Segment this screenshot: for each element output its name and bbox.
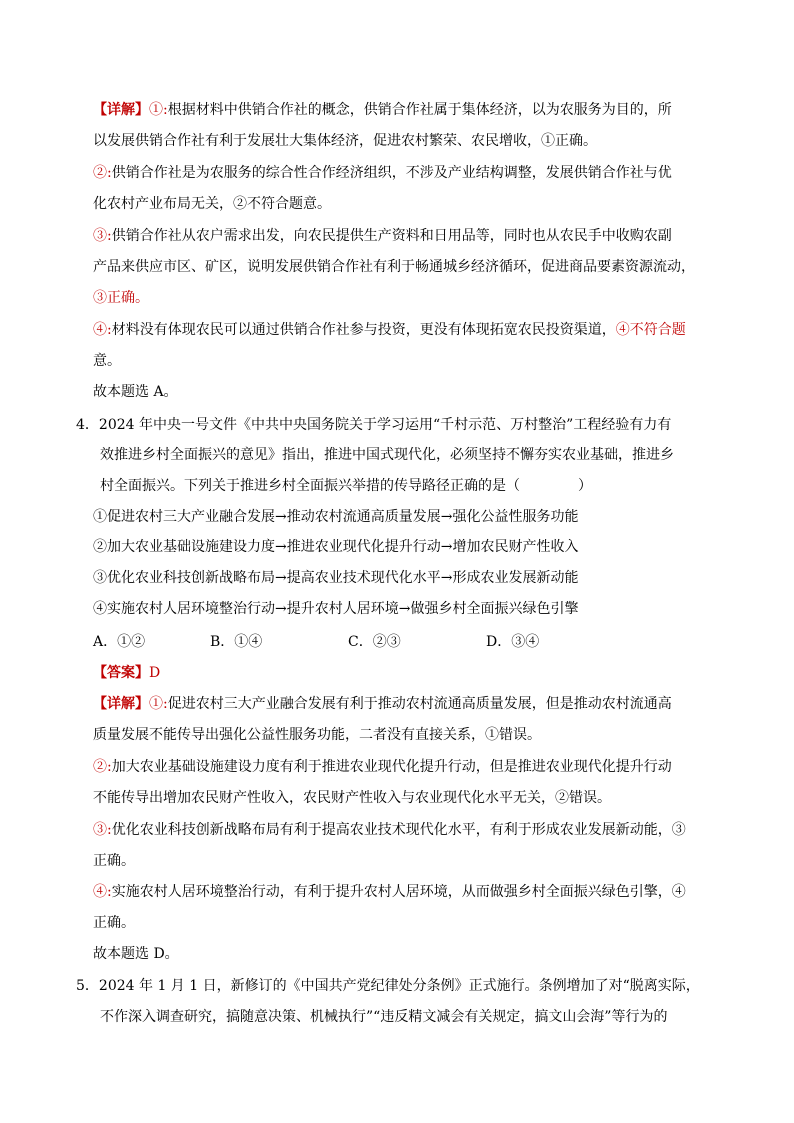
text: 优化农业科技创新战略布局有利于提高农业技术现代化水平，有利于形成农业发展新动能，③ <box>111 822 686 838</box>
q4-item-2 <box>93 537 578 557</box>
text: ②加大农业基础设施建设力度→推进农业现代化提升行动→增加农民财产性收入 <box>93 539 579 555</box>
option-b <box>210 632 262 652</box>
q4-explain-line-2 <box>93 725 541 745</box>
answer-tag: 【答案】 <box>93 665 149 681</box>
text: 2024 年 1 月 1 日，新修订的《中国共产党纪律处分条例》正式施行。条例增加了对“脱离实际， <box>98 978 700 994</box>
q3-explain-line-5 <box>93 226 672 246</box>
text: ④实施农村人居环境整治行动→提升农村人居环境→做强乡村全面振兴绿色引擎 <box>93 601 579 617</box>
question-number: 4． <box>76 417 99 433</box>
text: 村全面振兴。下列关于推进乡村全面振兴举措的传导路径正确的是（ <box>100 478 520 494</box>
q5-stem-line-2 <box>100 1007 667 1027</box>
option-c <box>348 632 401 652</box>
text: 供销合作社是为农服务的综合性合作经济组织，不涉及产业结构调整，发展供销合作社与优 <box>111 165 672 181</box>
text: 供销合作社从农户需求出发，向农民提供生产资料和日用品等，同时也从农民手中收购农副 <box>111 228 672 244</box>
mark: ①: <box>149 102 168 118</box>
text: 促进农村三大产业融合发展有利于推动农村流通高质量发展，但是推动农村流通高 <box>167 696 672 712</box>
text: 质量发展不能传导出强化公益性服务功能，二者没有直接关系，①错误。 <box>93 727 541 743</box>
q3-explain-line-6 <box>93 257 695 277</box>
q5-stem-line-1 <box>76 976 700 996</box>
text: 2024 年中央一号文件《中共中央国务院关于学习运用“千村示范、万村整治”工程经验有力有 <box>98 417 672 433</box>
text: 材料没有体现农民可以通过供销合作社参与投资，更没有体现拓宽农民投资渠道， <box>111 322 616 338</box>
text: 故本题选 D。 <box>93 946 179 962</box>
text: 实施农村人居环境整治行动，有利于提升农村人居环境，从而做强乡村全面振兴绿色引擎，④ <box>111 884 686 900</box>
text: ③优化农业科技创新战略布局→提高农业技术现代化水平→形成农业发展新动能 <box>93 570 579 586</box>
text: ④不符合题 <box>615 322 686 338</box>
mark: ③: <box>93 228 112 244</box>
q4-answer <box>93 663 160 683</box>
q4-explain-line-6 <box>93 851 135 871</box>
mark: ③: <box>93 822 112 838</box>
text: 根据材料中供销合作社的概念，供销合作社属于集体经济，以为农服务为目的，所 <box>167 102 672 118</box>
q4-explain-line-8 <box>93 913 135 933</box>
q3-conclusion <box>93 382 178 402</box>
q4-item-1 <box>93 507 578 527</box>
mark: ②: <box>93 759 112 775</box>
q3-explain-line-2 <box>93 131 597 151</box>
text: B．①④ <box>210 634 263 650</box>
text: 正确。 <box>93 915 135 931</box>
q4-explain-line-7 <box>93 882 686 902</box>
q3-explain-line-1 <box>93 100 672 120</box>
q4-item-4 <box>93 599 578 619</box>
q4-explain-line-1 <box>93 694 672 714</box>
mark: ①: <box>149 696 168 712</box>
q3-explain-line-9 <box>93 351 121 371</box>
text: 产品来供应市区、矿区，说明发展供销合作社有利于畅通城乡经济循环，促进商品要素资源流动， <box>93 259 695 275</box>
text: ①促进农村三大产业融合发展→推动农村流通高质量发展→强化公益性服务功能 <box>93 509 579 525</box>
q4-conclusion <box>93 944 179 964</box>
q4-explain-line-3 <box>93 757 672 777</box>
text: 加大农业基础设施建设力度有利于推进农业现代化提升行动，但是推进农业现代化提升行动 <box>111 759 672 775</box>
q4-explain-line-4 <box>93 788 611 808</box>
explain-tag: 【详解】 <box>93 102 149 118</box>
text: 以发展供销合作社有利于发展壮大集体经济，促进农村繁荣、农民增收，①正确。 <box>93 133 597 149</box>
text: C．②③ <box>348 634 401 650</box>
mark: ④: <box>93 322 112 338</box>
option-a <box>93 632 145 652</box>
mark: ④: <box>93 884 112 900</box>
q3-explain-line-3 <box>93 163 672 183</box>
text: 意。 <box>93 353 121 369</box>
answer-value: D <box>149 665 161 681</box>
q3-explain-line-7 <box>93 288 149 308</box>
text: A．①② <box>93 634 146 650</box>
text: 正确。 <box>93 853 135 869</box>
q4-item-3 <box>93 568 578 588</box>
explain-tag: 【详解】 <box>93 696 149 712</box>
q4-explain-line-5 <box>93 820 686 840</box>
q3-explain-line-4 <box>93 194 331 214</box>
q4-stem-line-1 <box>76 415 671 435</box>
text: ） <box>578 478 592 494</box>
text: 故本题选 A。 <box>93 384 178 400</box>
text: ③正确。 <box>93 290 149 306</box>
text: 化农村产业布局无关，②不符合题意。 <box>93 196 331 212</box>
text: 不作深入调查研究，搞随意决策、机械执行”“违反精文减会有关规定，搞文山会海”等行为的 <box>100 1009 668 1025</box>
q4-stem-line-3 <box>100 476 592 496</box>
text: 不能传导出增加农民财产性收入，农民财产性收入与农业现代化水平无关，②错误。 <box>93 790 611 806</box>
text: D．③④ <box>486 634 540 650</box>
text: 效推进乡村全面振兴的意见》指出，推进中国式现代化，必须坚持不懈夯实农业基础，推进乡 <box>100 447 674 463</box>
question-number: 5． <box>76 978 99 994</box>
q4-stem-line-2 <box>100 445 674 465</box>
mark: ②: <box>93 165 112 181</box>
q3-explain-line-8 <box>93 320 686 340</box>
option-d <box>486 632 539 652</box>
